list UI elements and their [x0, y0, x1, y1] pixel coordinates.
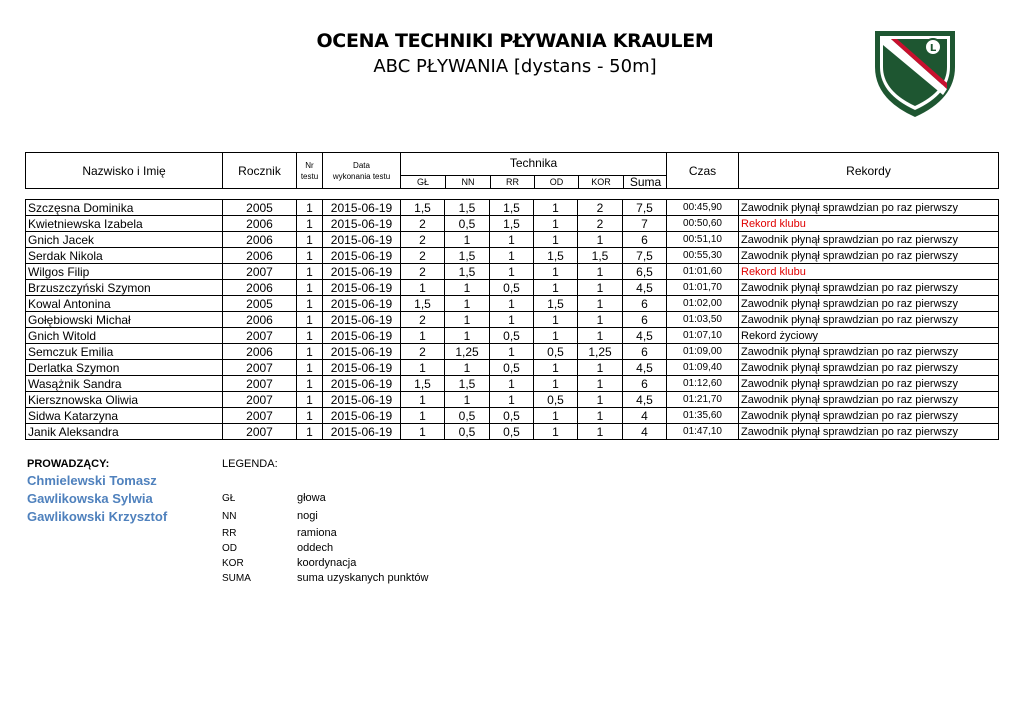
cell-rr: 0,5 — [489, 424, 533, 439]
cell-od: 1,5 — [533, 296, 577, 311]
legend-code: GŁ — [222, 493, 236, 504]
cell-rr: 1,5 — [489, 216, 533, 231]
legend-code: NN — [222, 511, 237, 522]
table-row — [25, 248, 999, 264]
cell-date: 2015-06-19 — [322, 216, 400, 231]
cell-kor: 1 — [577, 280, 622, 295]
cell-suma: 4,5 — [622, 360, 666, 375]
cell-record: Rekord klubu — [738, 264, 998, 279]
cell-od: 1 — [533, 264, 577, 279]
legend-code: OD — [222, 543, 237, 554]
cell-date: 2015-06-19 — [322, 424, 400, 439]
cell-nn: 0,5 — [444, 408, 489, 423]
cell-gl: 2 — [400, 232, 444, 247]
cell-od: 1 — [533, 312, 577, 327]
legend-desc: ramiona — [297, 527, 337, 539]
cell-suma: 4,5 — [622, 328, 666, 343]
cell-od: 1,5 — [533, 248, 577, 263]
cell-date: 2015-06-19 — [322, 328, 400, 343]
cell-year: 2005 — [222, 296, 296, 311]
legend-code: SUMA — [222, 573, 251, 584]
cell-gl: 2 — [400, 216, 444, 231]
cell-test-nr: 1 — [296, 328, 322, 343]
cell-nn: 1,5 — [444, 264, 489, 279]
legend-code: RR — [222, 528, 237, 539]
cell-name: Brzuszczyński Szymon — [28, 281, 151, 295]
cell-rr: 1 — [489, 312, 533, 327]
cell-name: Serdak Nikola — [28, 249, 103, 263]
cell-year: 2007 — [222, 408, 296, 423]
cell-year: 2006 — [222, 280, 296, 295]
legend-desc: oddech — [297, 542, 334, 554]
results-table — [25, 199, 999, 440]
cell-name: Kiersznowska Oliwia — [28, 393, 139, 407]
cell-name: Gnich Witold — [28, 329, 97, 343]
cell-gl: 1 — [400, 408, 444, 423]
cell-rr: 1 — [489, 248, 533, 263]
cell-kor: 1 — [577, 360, 622, 375]
cell-od: 1 — [533, 360, 577, 375]
cell-suma: 6,5 — [622, 264, 666, 279]
cell-date: 2015-06-19 — [322, 312, 400, 327]
cell-kor: 1 — [577, 376, 622, 391]
cell-suma: 6 — [622, 232, 666, 247]
leader-name: Gawlikowski Krzysztof — [27, 509, 168, 524]
cell-nn: 1 — [444, 296, 489, 311]
cell-test-nr: 1 — [296, 248, 322, 263]
cell-name: Derlatka Szymon — [28, 361, 120, 375]
cell-year: 2006 — [222, 216, 296, 231]
cell-time: 01:07,10 — [666, 328, 738, 343]
cell-date: 2015-06-19 — [322, 408, 400, 423]
cell-nn: 1 — [444, 360, 489, 375]
cell-date: 2015-06-19 — [322, 360, 400, 375]
cell-record: Zawodnik płynął sprawdzian po raz pierwszy — [738, 248, 998, 263]
table-row — [25, 392, 999, 408]
cell-od: 1 — [533, 328, 577, 343]
cell-time: 01:35,60 — [666, 408, 738, 423]
cell-name: Gnich Jacek — [28, 233, 95, 247]
cell-name: Kowal Antonina — [28, 297, 111, 311]
legend-desc: głowa — [297, 492, 326, 504]
club-crest-logo — [871, 27, 959, 119]
cell-nn: 1 — [444, 392, 489, 407]
cell-record: Zawodnik płynął sprawdzian po raz pierwszy — [738, 296, 998, 311]
cell-nn: 1,25 — [444, 344, 489, 359]
cell-test-nr: 1 — [296, 392, 322, 407]
cell-record: Zawodnik płynął sprawdzian po raz pierwszy — [738, 200, 998, 215]
cell-test-nr: 1 — [296, 424, 322, 439]
header-rr: RR — [490, 176, 534, 188]
cell-name: Semczuk Emilia — [28, 345, 114, 359]
cell-od: 1 — [533, 200, 577, 215]
cell-time: 01:09,40 — [666, 360, 738, 375]
cell-year: 2006 — [222, 344, 296, 359]
cell-kor: 1 — [577, 328, 622, 343]
cell-test-nr: 1 — [296, 232, 322, 247]
cell-date: 2015-06-19 — [322, 392, 400, 407]
cell-name: Janik Aleksandra — [28, 425, 119, 439]
table-row — [25, 312, 999, 328]
cell-suma: 6 — [622, 296, 666, 311]
cell-gl: 1,5 — [400, 296, 444, 311]
cell-suma: 6 — [622, 376, 666, 391]
cell-date: 2015-06-19 — [322, 200, 400, 215]
cell-gl: 1 — [400, 328, 444, 343]
header-suma: Suma — [623, 176, 667, 188]
cell-suma: 4,5 — [622, 392, 666, 407]
cell-year: 2005 — [222, 200, 296, 215]
cell-year: 2007 — [222, 392, 296, 407]
page-title: OCENA TECHNIKI PŁYWANIA KRAULEM — [316, 30, 714, 52]
header-records: Rekordy — [738, 153, 998, 188]
cell-kor: 1 — [577, 424, 622, 439]
cell-gl: 2 — [400, 344, 444, 359]
cell-time: 00:45,90 — [666, 200, 738, 215]
table-row — [25, 264, 999, 280]
table-row — [25, 424, 999, 440]
cell-suma: 4 — [622, 424, 666, 439]
cell-record: Zawodnik płynął sprawdzian po raz pierwszy — [738, 360, 998, 375]
legend-label-box — [221, 455, 296, 471]
cell-name: Gołębiowski Michał — [28, 313, 131, 327]
header-test-nr-line2: testu — [300, 171, 319, 181]
cell-test-nr: 1 — [296, 264, 322, 279]
table-row — [25, 408, 999, 424]
cell-suma: 4 — [622, 408, 666, 423]
header-test-nr — [296, 153, 322, 188]
cell-time: 01:01,70 — [666, 280, 738, 295]
cell-od: 1 — [533, 232, 577, 247]
cell-record: Rekord klubu — [738, 216, 998, 231]
cell-nn: 1,5 — [444, 376, 489, 391]
cell-time: 00:55,30 — [666, 248, 738, 263]
cell-od: 1 — [533, 280, 577, 295]
cell-test-nr: 1 — [296, 312, 322, 327]
cell-suma: 7 — [622, 216, 666, 231]
legend-desc: suma uzyskanych punktów — [297, 572, 429, 584]
cell-kor: 1 — [577, 296, 622, 311]
cell-kor: 1 — [577, 312, 622, 327]
cell-rr: 1 — [489, 264, 533, 279]
cell-kor: 1 — [577, 408, 622, 423]
cell-rr: 0,5 — [489, 328, 533, 343]
cell-kor: 1 — [577, 232, 622, 247]
cell-year: 2007 — [222, 328, 296, 343]
cell-time: 01:47,10 — [666, 424, 738, 439]
cell-name: Szczęsna Dominika — [28, 201, 134, 215]
cell-date: 2015-06-19 — [322, 344, 400, 359]
svg-text:L: L — [929, 43, 937, 54]
cell-gl: 1,5 — [400, 200, 444, 215]
leaders-label: PROWADZĄCY: — [27, 458, 110, 470]
cell-nn: 1,5 — [444, 200, 489, 215]
cell-suma: 7,5 — [622, 200, 666, 215]
cell-od: 1 — [533, 424, 577, 439]
header-date — [322, 153, 400, 188]
cell-test-nr: 1 — [296, 360, 322, 375]
cell-date: 2015-06-19 — [322, 248, 400, 263]
cell-nn: 1 — [444, 232, 489, 247]
cell-gl: 1 — [400, 360, 444, 375]
cell-od: 0,5 — [533, 392, 577, 407]
cell-kor: 1,5 — [577, 248, 622, 263]
cell-kor: 1,25 — [577, 344, 622, 359]
cell-record: Zawodnik płynął sprawdzian po raz pierwszy — [738, 376, 998, 391]
table-row — [25, 296, 999, 312]
table-row — [25, 328, 999, 344]
cell-date: 2015-06-19 — [322, 232, 400, 247]
header-date-line1: Data — [353, 160, 370, 170]
cell-year: 2006 — [222, 232, 296, 247]
cell-rr: 1,5 — [489, 200, 533, 215]
cell-rr: 1 — [489, 232, 533, 247]
cell-time: 01:21,70 — [666, 392, 738, 407]
cell-gl: 1 — [400, 280, 444, 295]
table-row — [25, 376, 999, 392]
cell-year: 2006 — [222, 248, 296, 263]
cell-record: Zawodnik płynął sprawdzian po raz pierwszy — [738, 312, 998, 327]
cell-name: Wilgos Filip — [28, 265, 90, 279]
cell-date: 2015-06-19 — [322, 376, 400, 391]
leader-name: Chmielewski Tomasz — [27, 473, 157, 488]
cell-od: 1 — [533, 376, 577, 391]
cell-kor: 2 — [577, 216, 622, 231]
cell-name: Kwietniewska Izabela — [28, 217, 143, 231]
legend-label: LEGENDA: — [222, 458, 278, 470]
cell-name: Wasążnik Sandra — [28, 377, 122, 391]
table-row — [25, 216, 999, 232]
header-kor: KOR — [578, 176, 623, 188]
cell-gl: 2 — [400, 264, 444, 279]
cell-od: 1 — [533, 216, 577, 231]
cell-nn: 1,5 — [444, 248, 489, 263]
table-row — [25, 200, 999, 216]
header-technique-label: Technika — [509, 156, 558, 170]
cell-nn: 1 — [444, 280, 489, 295]
table-row — [25, 344, 999, 360]
cell-gl: 1 — [400, 424, 444, 439]
cell-nn: 1 — [444, 328, 489, 343]
cell-nn: 0,5 — [444, 424, 489, 439]
table-row — [25, 280, 999, 296]
cell-gl: 1,5 — [400, 376, 444, 391]
cell-record: Zawodnik płynął sprawdzian po raz pierwszy — [738, 408, 998, 423]
cell-od: 0,5 — [533, 344, 577, 359]
cell-rr: 1 — [489, 392, 533, 407]
cell-date: 2015-06-19 — [322, 280, 400, 295]
cell-test-nr: 1 — [296, 280, 322, 295]
cell-name: Sidwa Katarzyna — [28, 409, 119, 423]
cell-od: 1 — [533, 408, 577, 423]
header-technique — [400, 153, 666, 188]
legend-code: KOR — [222, 558, 244, 569]
cell-nn: 1 — [444, 312, 489, 327]
cell-rr: 0,5 — [489, 360, 533, 375]
cell-time: 01:02,00 — [666, 296, 738, 311]
cell-kor: 1 — [577, 392, 622, 407]
cell-rr: 1 — [489, 376, 533, 391]
cell-time: 01:09,00 — [666, 344, 738, 359]
cell-rr: 0,5 — [489, 280, 533, 295]
cell-gl: 2 — [400, 248, 444, 263]
cell-suma: 6 — [622, 312, 666, 327]
legend-desc: nogi — [297, 510, 318, 522]
cell-year: 2006 — [222, 312, 296, 327]
cell-gl: 1 — [400, 392, 444, 407]
cell-test-nr: 1 — [296, 200, 322, 215]
cell-test-nr: 1 — [296, 216, 322, 231]
cell-record: Zawodnik płynął sprawdzian po raz pierwszy — [738, 392, 998, 407]
cell-time: 01:03,50 — [666, 312, 738, 327]
cell-suma: 4,5 — [622, 280, 666, 295]
cell-time: 00:50,60 — [666, 216, 738, 231]
leader-name: Gawlikowska Sylwia — [27, 491, 153, 506]
cell-year: 2007 — [222, 424, 296, 439]
cell-rr: 0,5 — [489, 408, 533, 423]
cell-test-nr: 1 — [296, 376, 322, 391]
header-time: Czas — [666, 153, 738, 188]
header-year: Rocznik — [222, 153, 296, 188]
cell-year: 2007 — [222, 264, 296, 279]
header-date-line2: wykonania testu — [332, 171, 391, 181]
cell-record: Zawodnik płynął sprawdzian po raz pierwszy — [738, 344, 998, 359]
legend-desc: koordynacja — [297, 557, 357, 569]
header-gl: GŁ — [416, 177, 429, 187]
cell-time: 00:51,10 — [666, 232, 738, 247]
cell-suma: 7,5 — [622, 248, 666, 263]
cell-suma: 6 — [622, 344, 666, 359]
table-row — [25, 232, 999, 248]
cell-time: 01:01,60 — [666, 264, 738, 279]
cell-year: 2007 — [222, 360, 296, 375]
cell-year: 2007 — [222, 376, 296, 391]
cell-test-nr: 1 — [296, 296, 322, 311]
cell-record: Rekord życiowy — [738, 328, 998, 343]
header-od: OD — [534, 176, 578, 188]
page-subtitle: ABC PŁYWANIA [dystans - 50m] — [373, 56, 657, 77]
cell-date: 2015-06-19 — [322, 264, 400, 279]
cell-record: Zawodnik płynął sprawdzian po raz pierwszy — [738, 280, 998, 295]
cell-record: Zawodnik płynął sprawdzian po raz pierwszy — [738, 232, 998, 247]
header-name: Nazwisko i Imię — [82, 163, 166, 178]
table-header — [25, 152, 999, 189]
cell-nn: 0,5 — [444, 216, 489, 231]
header-nn: NN — [445, 176, 490, 188]
cell-record: Zawodnik płynął sprawdzian po raz pierwszy — [738, 424, 998, 439]
cell-rr: 1 — [489, 296, 533, 311]
cell-time: 01:12,60 — [666, 376, 738, 391]
cell-kor: 1 — [577, 264, 622, 279]
cell-rr: 1 — [489, 344, 533, 359]
cell-kor: 2 — [577, 200, 622, 215]
cell-test-nr: 1 — [296, 344, 322, 359]
header-test-nr-line1: Nr — [305, 160, 314, 170]
cell-date: 2015-06-19 — [322, 296, 400, 311]
cell-gl: 2 — [400, 312, 444, 327]
table-row — [25, 360, 999, 376]
cell-test-nr: 1 — [296, 408, 322, 423]
